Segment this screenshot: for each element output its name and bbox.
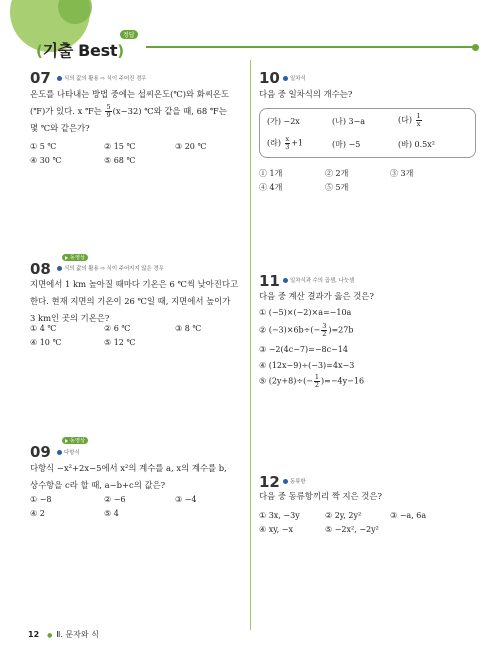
question-tag-10: 일차식 <box>283 74 306 82</box>
option-8-4[interactable]: ④ 10 ℃ <box>30 338 62 347</box>
expr-ra: (라) $\frac{x}{3}$ +1 <box>267 135 303 151</box>
option-9-1[interactable]: ① −8 <box>30 495 52 504</box>
option-8-5[interactable]: ⑤ 12 ℃ <box>104 338 136 347</box>
option-11-4[interactable]: ④ (12x−9)÷(−3)=4x−3 <box>259 361 355 370</box>
column-divider <box>250 60 251 630</box>
question-tag-11: 일차식과 수의 곱셈, 나눗셈 <box>283 276 354 284</box>
option-12-3[interactable]: ③ −a, 6a <box>390 511 427 520</box>
option-10-2[interactable]: ② 2개 <box>325 169 349 178</box>
question-number-7: 07 <box>30 69 51 87</box>
topic-icon <box>283 76 288 81</box>
question-tag-8: 식의 값의 활용 ⇨ 식이 주어지지 않은 경우 <box>57 264 164 272</box>
option-12-5[interactable]: ⑤ −2x², −2y² <box>325 525 379 534</box>
option-11-3[interactable]: ③ −2(4c−7)=−8c−14 <box>259 345 348 354</box>
expr-ga: (가) −2x <box>267 117 300 126</box>
option-9-2[interactable]: ② −6 <box>104 495 126 504</box>
option-10-1[interactable]: ① 1개 <box>259 169 283 178</box>
option-11-5[interactable]: ⑤ (2y+8)÷(− $\frac{1}{2}$ )=−4y−16 <box>259 373 365 389</box>
question-number-8: 08 <box>30 260 51 278</box>
option-7-1[interactable]: ① 5 ℃ <box>30 142 57 151</box>
question-text-12: 다음 중 동류항끼리 짝 지은 것은? <box>259 491 382 501</box>
title-badge: 정답 <box>120 30 138 39</box>
option-7-5[interactable]: ⑤ 68 ℃ <box>104 156 136 165</box>
expr-na: (나) 3−a <box>332 117 366 126</box>
option-9-5[interactable]: ⑤ 4 <box>104 509 119 518</box>
option-9-3[interactable]: ③ −4 <box>175 495 197 504</box>
chapter-label: Ⅱ. 문자와 식 <box>56 630 99 639</box>
question-number-12: 12 <box>259 473 280 491</box>
option-12-2[interactable]: ② 2y, 2y² <box>325 511 362 520</box>
option-11-1[interactable]: ① (−5)×(−2)×a=−10a <box>259 308 352 317</box>
footer-bullet-icon: ● <box>47 632 53 639</box>
topic-icon <box>283 278 288 283</box>
question-number-9: 09 <box>30 443 51 461</box>
question-tag-7: 식의 값의 활용 ⇨ 식이 주어진 경우 <box>57 74 147 82</box>
option-12-4[interactable]: ④ xy, −x <box>259 525 293 534</box>
question-number-11: 11 <box>259 272 280 290</box>
option-9-4[interactable]: ④ 2 <box>30 509 45 518</box>
header-rule <box>146 46 476 48</box>
question-text-10: 다음 중 일차식의 개수는? <box>259 89 353 99</box>
question-text-11: 다음 중 계산 결과가 옳은 것은? <box>259 291 374 301</box>
option-7-4[interactable]: ④ 30 ℃ <box>30 156 62 165</box>
option-10-5[interactable]: ⑤ 5개 <box>325 183 349 192</box>
question-text-8: 지면에서 1 km 높아질 때마다 기온은 6 ℃씩 낮아진다고 한다. 현재 지면의 기온이 26 ℃일 때, 지면에서 높이가 3 km인 곳의 기온은? <box>30 279 239 323</box>
topic-icon <box>57 450 62 455</box>
question-number-10: 10 <box>259 69 280 87</box>
topic-icon <box>283 479 288 484</box>
page-number: 12 <box>28 630 40 639</box>
topic-icon <box>57 266 62 271</box>
option-11-2[interactable]: ② (−3)×6b÷(− $\frac{3}{2}$ )=27b <box>259 322 354 338</box>
option-8-3[interactable]: ③ 8 ℃ <box>175 324 202 333</box>
expr-ma: (마) −5 <box>332 140 361 149</box>
question-text-9: 다항식 −x²+2x−5에서 x²의 계수를 a, x의 계수를 b, 상수항을 c라 할 때, a−b+c의 값은? <box>30 463 227 490</box>
page-footer <box>28 629 99 640</box>
option-8-2[interactable]: ② 6 ℃ <box>104 324 131 333</box>
topic-icon <box>57 76 62 81</box>
option-7-3[interactable]: ③ 20 ℃ <box>175 142 207 151</box>
option-7-2[interactable]: ② 15 ℃ <box>104 142 136 151</box>
question-text-7: 온도를 나타내는 방법 중에는 섭씨온도(℃)와 화씨온도 (℉)가 있다. x ℉는 $\frac{5}{9}$ (x−32) ℃와 같을 때, 68 ℉는 몇 ℃와 같은가? <box>30 89 230 133</box>
question-tag-12: 동류항 <box>283 477 306 485</box>
option-12-1[interactable]: ① 3x, −3y <box>259 511 300 520</box>
question-tag-9: 다항식 <box>57 448 80 456</box>
option-8-1[interactable]: ① 4 ℃ <box>30 324 57 333</box>
section-title: (기출 Best) <box>36 41 124 60</box>
option-10-4[interactable]: ④ 4개 <box>259 183 283 192</box>
header-rule-dot <box>472 44 479 51</box>
video-badge-9[interactable]: 동영상 <box>62 437 88 444</box>
play-icon <box>65 439 68 443</box>
expr-ba: (바) 0.5x² <box>398 140 435 149</box>
video-badge-8[interactable]: 동영상 <box>62 254 88 261</box>
expr-da: (다) $\frac{1}{x}$ <box>398 112 421 128</box>
option-10-3[interactable]: ③ 3개 <box>390 169 414 178</box>
play-icon <box>65 256 68 260</box>
